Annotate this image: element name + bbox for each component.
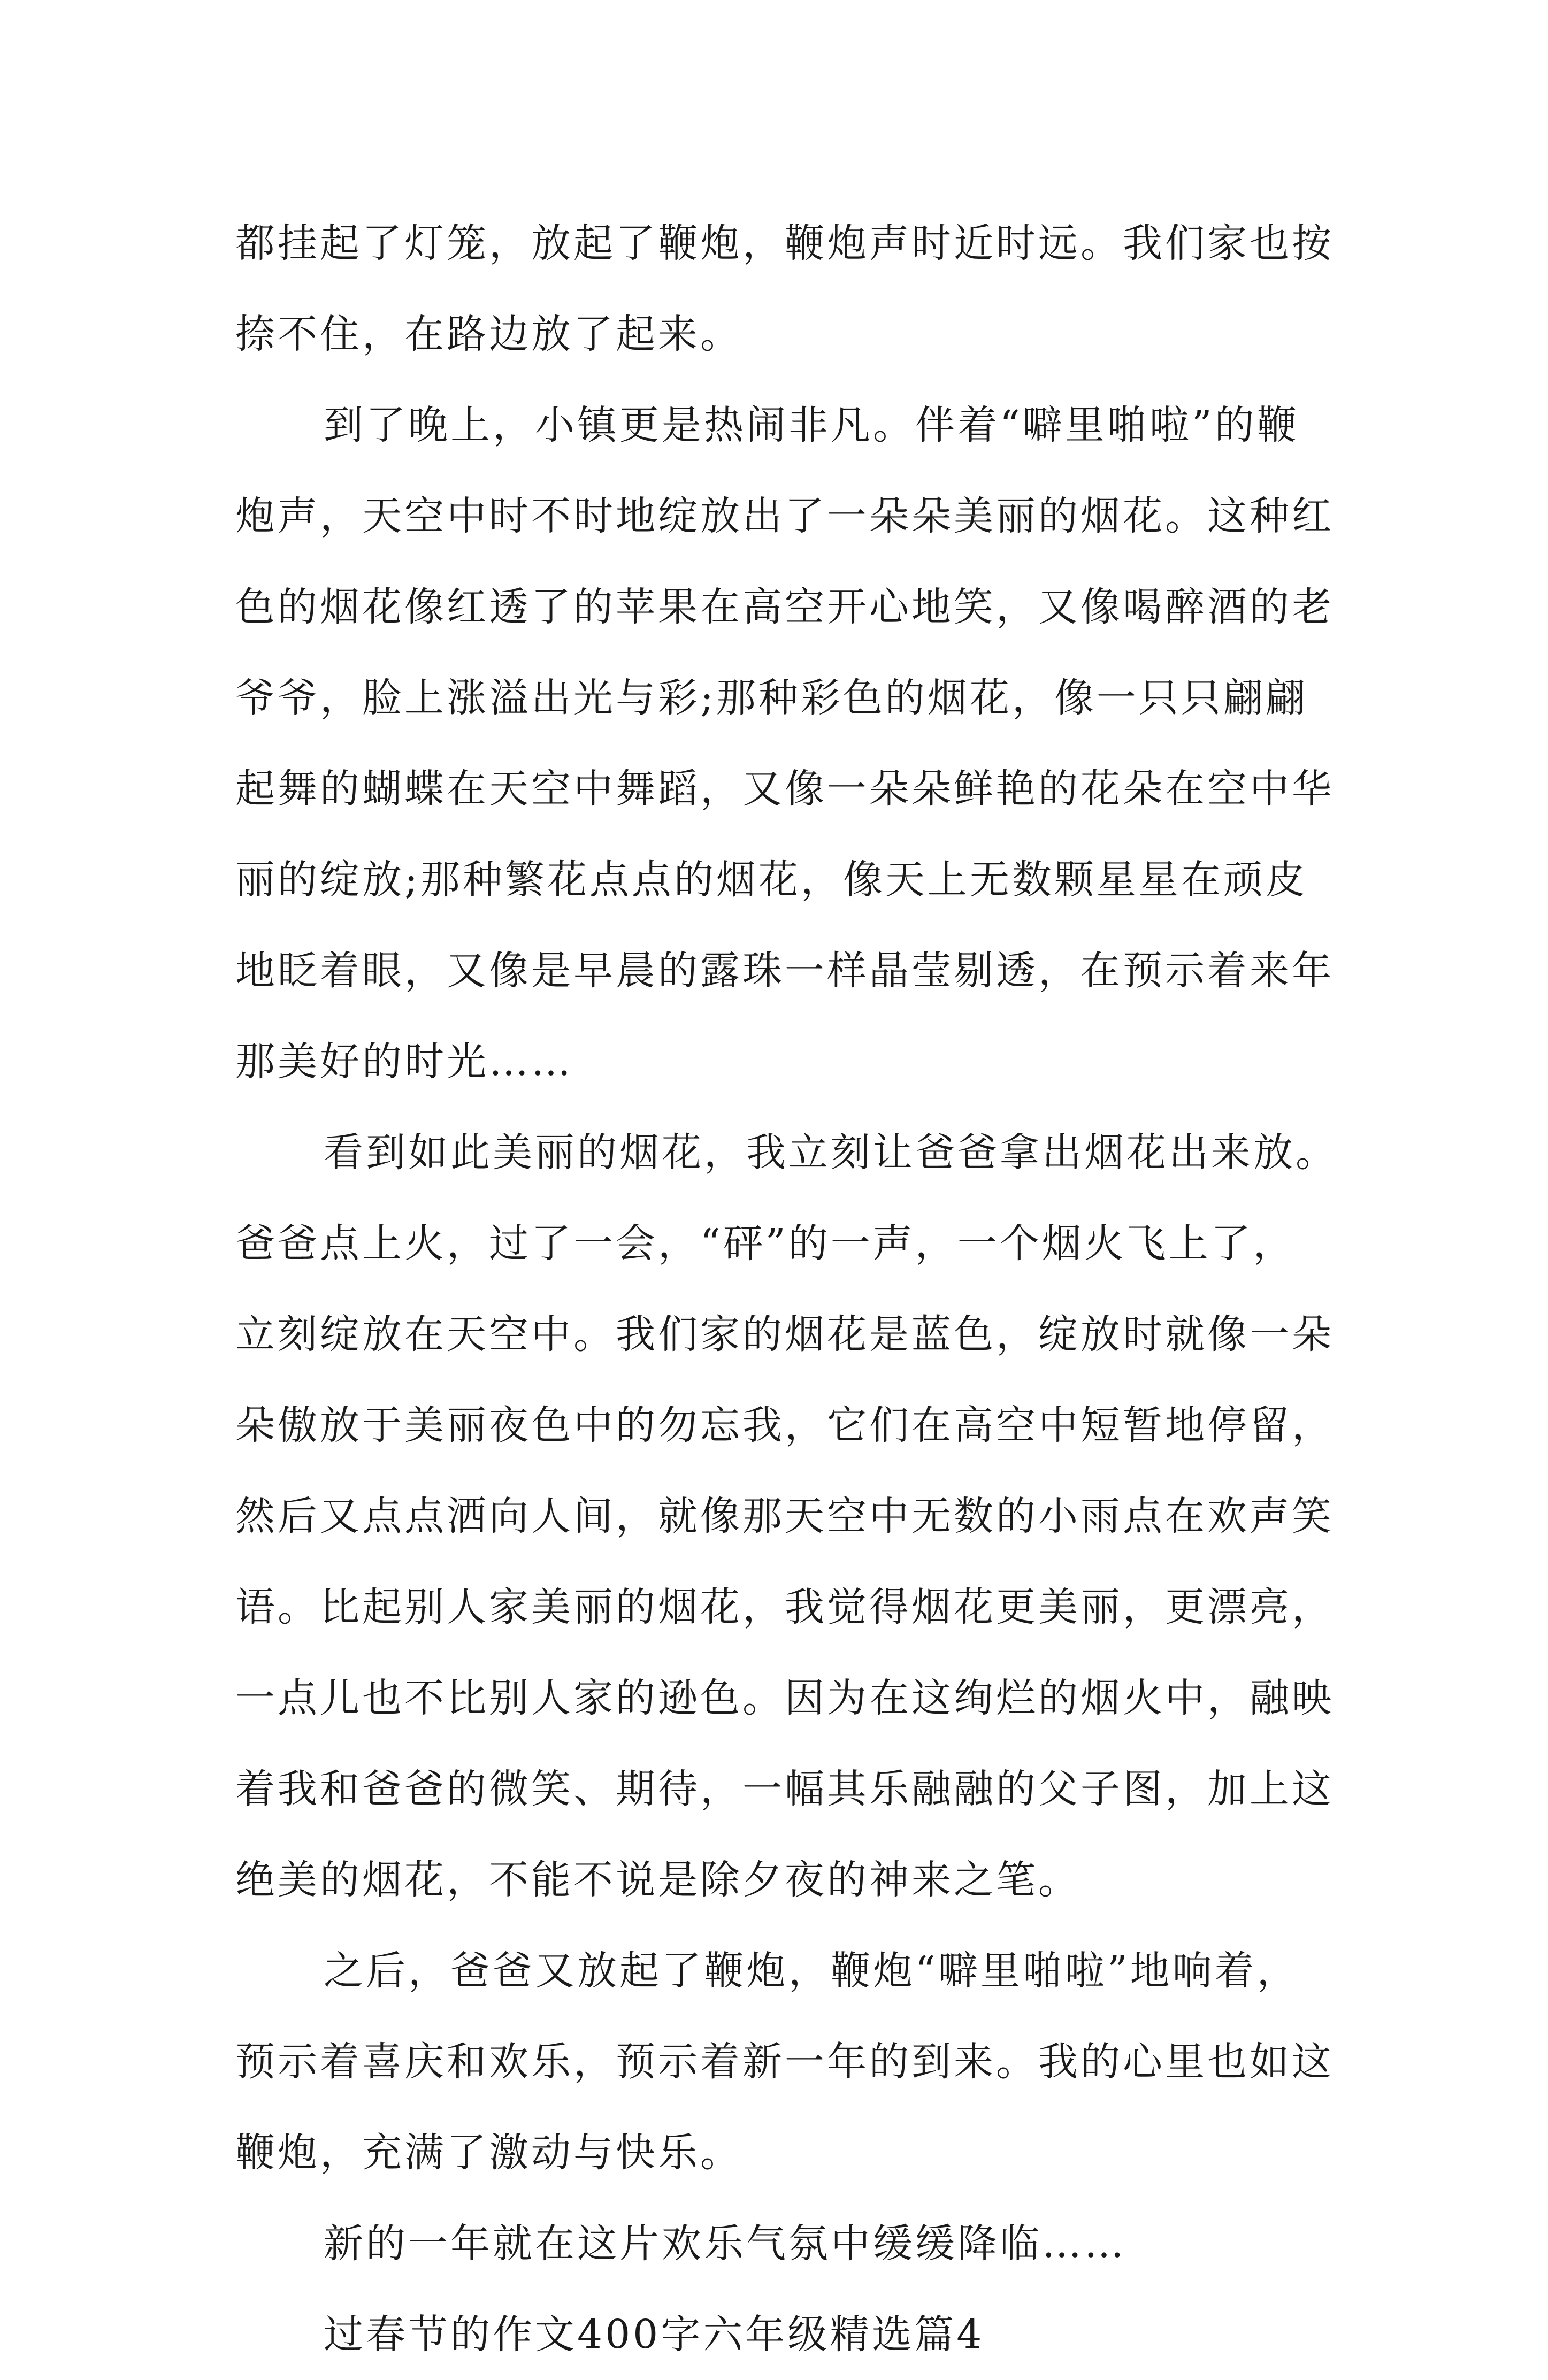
text-line: 语。比起别人家美丽的烟花，我觉得烟花更美丽，更漂亮， — [235, 1584, 1334, 1630]
text-line: 预示着喜庆和欢乐，预示着新一年的到来。我的心里也如这 — [235, 2039, 1334, 2085]
text-line: 绝美的烟花，不能不说是除夕夜的神来之笔。 — [235, 1857, 1080, 1903]
text-line: 丽的绽放;那种繁花点点的烟花，像天上无数颗星星在顽皮 — [235, 857, 1308, 903]
text-line: 爷爷，脸上涨溢出光与彩;那种彩色的烟花，像一只只翩翩 — [235, 675, 1308, 721]
text-line: 朵傲放于美丽夜色中的勿忘我，它们在高空中短暂地停留， — [235, 1402, 1334, 1448]
text-line: 捺不住，在路边放了起来。 — [235, 311, 742, 357]
text-line: 地眨着眼，又像是早晨的露珠一样晶莹剔透，在预示着来年 — [235, 948, 1334, 994]
text-line: 立刻绽放在天空中。我们家的烟花是蓝色，绽放时就像一朵 — [235, 1311, 1334, 1357]
text-line: 看到如此美丽的烟花，我立刻让爸爸拿出烟花出来放。 — [324, 1130, 1338, 1176]
text-line: 都挂起了灯笼，放起了鞭炮，鞭炮声时近时远。我们家也按 — [235, 220, 1334, 266]
text-line: 爸爸点上火，过了一会，“砰”的一声，一个烟火飞上了， — [235, 1220, 1296, 1266]
text-line: 起舞的蝴蝶在天空中舞蹈，又像一朵朵鲜艳的花朵在空中华 — [235, 766, 1334, 812]
essay-text-block — [235, 198, 1337, 2380]
text-line: 到了晚上，小镇更是热闹非凡。伴着“噼里啪啦”的鞭 — [324, 402, 1299, 448]
text-line: 然后又点点洒向人间，就像那天空中无数的小雨点在欢声笑 — [235, 1493, 1334, 1539]
text-line: 鞭炮，充满了激动与快乐。 — [235, 2130, 742, 2176]
text-line: 着我和爸爸的微笑、期待，一幅其乐融融的父子图，加上这 — [235, 1766, 1334, 1812]
text-line: 新的一年就在这片欢乐气氛中缓缓降临…… — [324, 2221, 1126, 2267]
text-line: 一点儿也不比别人家的逊色。因为在这绚烂的烟火中，融映 — [235, 1675, 1334, 1721]
section-heading: 过春节的作文400字六年级精选篇4 — [324, 2312, 985, 2358]
text-line: 炮声，天空中时不时地绽放出了一朵朵美丽的烟花。这种红 — [235, 493, 1334, 539]
text-line: 那美好的时光…… — [235, 1039, 573, 1085]
text-line: 之后，爸爸又放起了鞭炮，鞭炮“噼里啪啦”地响着， — [324, 1948, 1299, 1994]
text-line: 色的烟花像红透了的苹果在高空开心地笑，又像喝醉酒的老 — [235, 584, 1334, 630]
